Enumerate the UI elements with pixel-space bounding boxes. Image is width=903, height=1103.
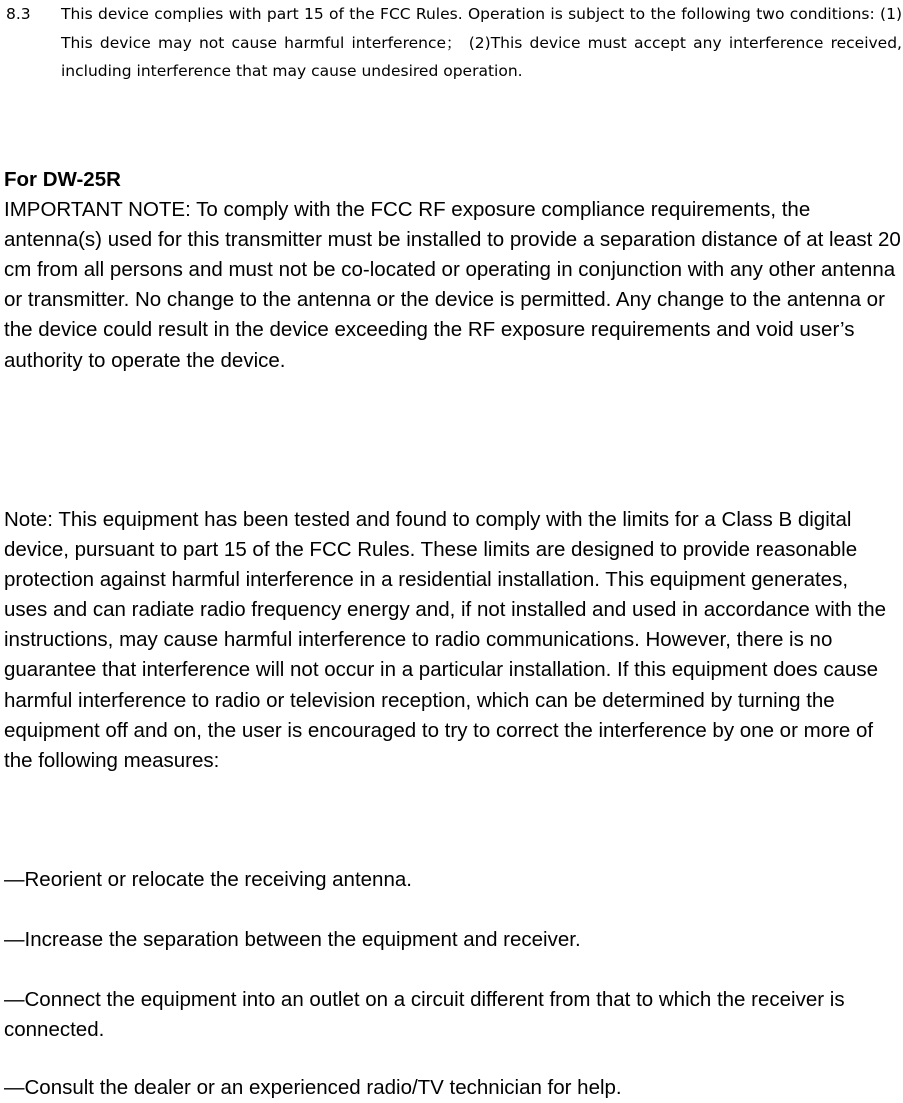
measure-item: —Increase the separation between the equipment and receiver.: [4, 928, 581, 951]
class-b-note-block: [4, 505, 894, 776]
measure-item: —Reorient or relocate the receiving antenna.: [4, 868, 412, 891]
model-heading: For DW-25R: [4, 168, 121, 191]
fcc-conditions-text: This device complies with part 15 of the FCC Rules. Operation is subject to the following two conditions: (1) This device may not cause harmful interference； (2)This device must accept any interference received, including interference that may cause undesired operation.: [61, 5, 902, 80]
measure-item: —Consult the dealer or an experienced radio/TV technician for help.: [4, 1076, 622, 1099]
section-number: 8.3: [6, 5, 31, 23]
measure-item: —Connect the equipment into an outlet on a circuit different from that to which the receiver is connected.: [4, 988, 845, 1042]
section-8-3: [6, 0, 902, 86]
rf-exposure-block: [4, 165, 902, 376]
important-note-text: IMPORTANT NOTE: To comply with the FCC RF exposure compliance requirements, the antenna(s) used for this transmitter must be installed to provide a separation distance of at least 20 cm from all persons and must not be co-located or operating in conjunction with any other antenna or transmitter. No change to the antenna or the device is permitted. Any change to the antenna or the device could result in the device exceeding the RF exposure requirements and void user’s authority to operate the device.: [4, 198, 901, 372]
class-b-note-text: Note: This equipment has been tested and found to comply with the limits for a Class B digital device, pursuant to part 15 of the FCC Rules. These limits are designed to provide reasonable protection against harmful interference in a residential installation. This equipment generates, uses and can radiate radio frequency energy and, if not installed and used in accordance with the instructions, may cause harmful interference to radio communications. However, there is no guarantee that interference will not occur in a particular installation. If this equipment does cause harmful interference to radio or television reception, which can be determined by turning the equipment off and on, the user is encouraged to try to correct the interference by one or more of the following measures:: [4, 508, 887, 772]
